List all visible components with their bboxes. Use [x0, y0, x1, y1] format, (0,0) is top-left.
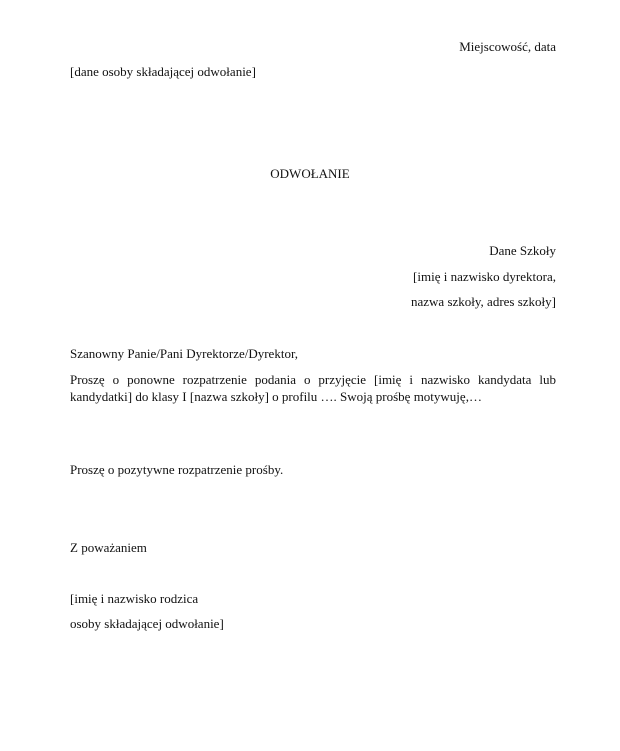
signature-name: [imię i nazwisko rodzica: [70, 591, 199, 606]
place-and-date: Miejscowość, data: [459, 39, 556, 54]
closing-request: Proszę o pozytywne rozpatrzenie prośby.: [70, 462, 284, 477]
regards: Z poważaniem: [70, 540, 147, 555]
salutation: Szanowny Panie/Pani Dyrektorze/Dyrektor,: [70, 346, 299, 361]
signature-role: osoby składającej odwołanie]: [70, 616, 224, 631]
recipient-address: nazwa szkoły, adres szkoły]: [411, 294, 556, 309]
sender-details: [dane osoby składającej odwołanie]: [70, 64, 256, 79]
recipient-director: [imię i nazwisko dyrektora,: [413, 269, 556, 284]
document-title: ODWOŁANIE: [270, 166, 350, 181]
recipient-school: Dane Szkoły: [489, 243, 556, 258]
request-paragraph: Proszę o ponowne rozpatrzenie podania o przyjęcie [imię i nazwisko kandydata lub kandydatki] do klasy I [nazwa szkoły] o profilu …. Swoją prośbę motywuję,…: [70, 372, 556, 404]
